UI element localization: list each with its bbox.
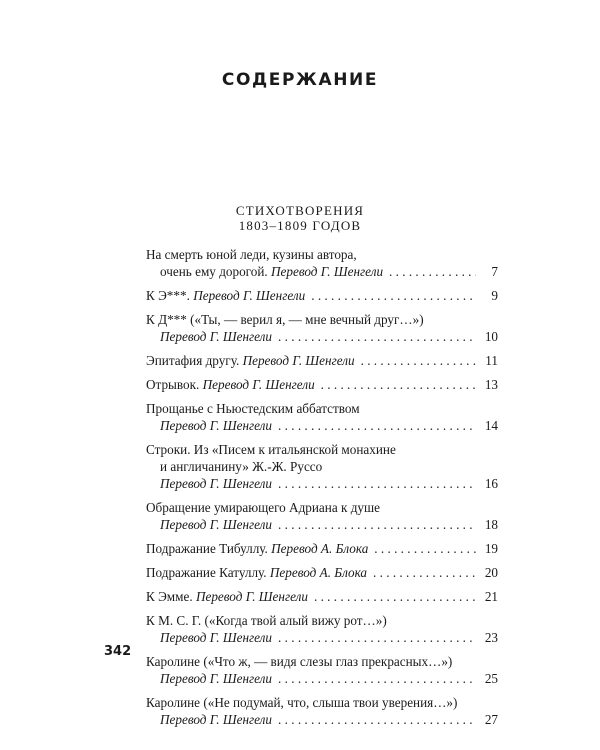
translator-credit: Перевод Г. Шенгели xyxy=(202,377,315,392)
toc-line xyxy=(146,458,498,475)
toc-line xyxy=(146,629,498,646)
toc-line xyxy=(146,516,498,533)
translator-credit: Перевод А. Блока xyxy=(271,541,369,556)
translator-credit: Перевод Г. Шенгели xyxy=(160,329,273,344)
toc-line xyxy=(146,540,498,557)
dot-leader xyxy=(374,540,476,557)
translator-credit: Перевод Г. Шенгели xyxy=(195,589,308,604)
toc-line xyxy=(146,376,498,393)
toc-entry xyxy=(146,588,498,605)
entry-title: Подражание Катуллу. xyxy=(146,565,270,580)
entry-title: Строки. Из «Писем к итальянской монахине xyxy=(146,442,396,457)
toc-line xyxy=(146,417,498,434)
entry-page-number: 19 xyxy=(484,541,498,556)
toc-line xyxy=(146,328,498,345)
entry-title: Отрывок. xyxy=(146,377,203,392)
toc-line xyxy=(146,400,498,417)
toc-line xyxy=(146,475,498,492)
dot-leader xyxy=(321,376,476,393)
entry-page-number: 7 xyxy=(491,264,498,279)
dot-leader xyxy=(389,263,476,280)
section-heading xyxy=(0,203,600,233)
entry-page-number: 13 xyxy=(484,377,498,392)
entry-page-number: 21 xyxy=(484,589,498,604)
section-years: 1803–1809 ГОДОВ xyxy=(238,218,362,233)
entry-title: К Эмме. xyxy=(146,589,196,604)
section-title: СТИХОТВОРЕНИЯ xyxy=(235,203,365,218)
translator-credit: Перевод Г. Шенгели xyxy=(160,671,273,686)
translator-credit: Перевод Г. Шенгели xyxy=(160,418,273,433)
toc-entry xyxy=(146,287,498,304)
toc-entry xyxy=(146,653,498,687)
toc-line xyxy=(146,564,498,581)
toc-entry xyxy=(146,540,498,557)
translator-credit: Перевод Г. Шенгели xyxy=(160,630,273,645)
dot-leader xyxy=(314,588,476,605)
page-number: 342 xyxy=(104,644,132,659)
toc-entry xyxy=(146,376,498,393)
toc-line xyxy=(146,287,498,304)
translator-credit: Перевод Г. Шенгели xyxy=(160,517,273,532)
dot-leader xyxy=(278,516,476,533)
entry-title: Эпитафия другу. xyxy=(146,353,243,368)
entry-title: Подражание Тибуллу. xyxy=(146,541,272,556)
entry-title: Прощанье с Ньюстедским аббатством xyxy=(146,401,360,416)
toc-entry xyxy=(146,400,498,434)
toc-entry xyxy=(146,246,498,280)
entry-title: Обращение умирающего Адриана к душе xyxy=(146,500,381,515)
dot-leader xyxy=(278,629,476,646)
toc-entry xyxy=(146,441,498,492)
entry-page-number: 18 xyxy=(484,517,498,532)
toc-line xyxy=(146,653,498,670)
toc-entry xyxy=(146,694,498,728)
toc-line xyxy=(146,588,498,605)
toc-entry xyxy=(146,564,498,581)
translator-credit: Перевод Г. Шенгели xyxy=(242,353,355,368)
toc-line xyxy=(146,246,498,263)
entry-title: очень ему дорогой. xyxy=(160,264,272,279)
translator-credit: Перевод Г. Шенгели xyxy=(271,264,384,279)
dot-leader xyxy=(361,352,476,369)
entry-page-number: 16 xyxy=(484,476,498,491)
toc-line xyxy=(146,711,498,728)
toc-line xyxy=(146,263,498,280)
entry-title: К М. С. Г. («Когда твой алый вижу рот…») xyxy=(146,613,387,628)
dot-leader xyxy=(278,328,476,345)
entry-title: Каролине («Что ж, — видя слезы глаз прекрасных…») xyxy=(146,654,453,669)
entry-title: К Д*** («Ты, — верил я, — мне вечный друг…») xyxy=(146,312,424,327)
entry-title: К Э***. xyxy=(146,288,194,303)
toc-line xyxy=(146,311,498,328)
entry-title: и англичанину» Ж.-Ж. Руссо xyxy=(160,459,323,474)
entry-title: На смерть юной леди, кузины автора, xyxy=(146,247,357,262)
dot-leader xyxy=(278,475,476,492)
dot-leader xyxy=(278,670,476,687)
toc-entry xyxy=(146,352,498,369)
entry-page-number: 9 xyxy=(491,288,498,303)
dot-leader xyxy=(373,564,476,581)
toc-line xyxy=(146,441,498,458)
dot-leader xyxy=(278,711,476,728)
page-title: СОДЕРЖАНИЕ xyxy=(221,70,379,90)
dot-leader xyxy=(278,417,476,434)
toc-line xyxy=(146,694,498,711)
toc-entry xyxy=(146,612,498,646)
translator-credit: Перевод Г. Шенгели xyxy=(160,476,273,491)
entry-page-number: 23 xyxy=(484,630,498,645)
entry-page-number: 11 xyxy=(485,353,498,368)
translator-credit: Перевод Г. Шенгели xyxy=(193,288,306,303)
entry-page-number: 10 xyxy=(484,329,498,344)
translator-credit: Перевод А. Блока xyxy=(269,565,368,580)
toc-entry xyxy=(146,499,498,533)
translator-credit: Перевод Г. Шенгели xyxy=(160,712,273,727)
entry-title: Каролине («Не подумай, что, слыша твои уверения…») xyxy=(146,695,458,710)
toc-line xyxy=(146,670,498,687)
toc-entry xyxy=(146,311,498,345)
toc-list xyxy=(146,246,498,735)
entry-page-number: 14 xyxy=(484,418,498,433)
entry-page-number: 27 xyxy=(484,712,498,727)
toc-line xyxy=(146,352,498,369)
entry-page-number: 25 xyxy=(484,671,498,686)
entry-page-number: 20 xyxy=(484,565,498,580)
toc-line xyxy=(146,499,498,516)
dot-leader xyxy=(311,287,476,304)
toc-line xyxy=(146,612,498,629)
